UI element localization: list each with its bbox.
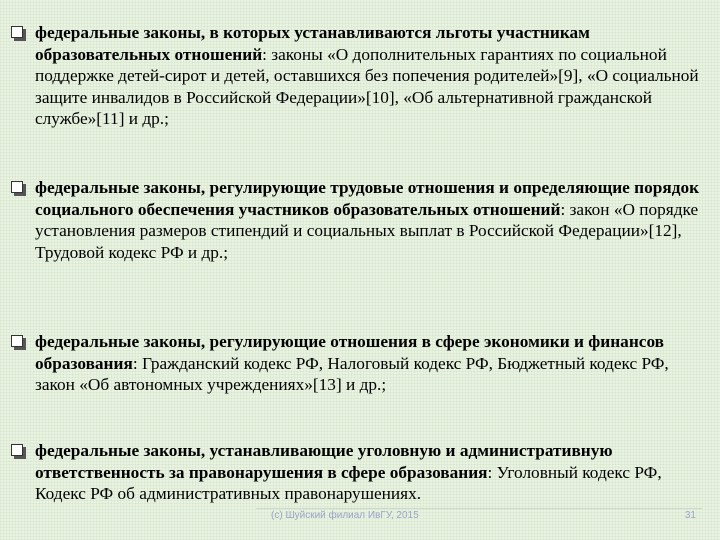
bullet-text (35, 331, 711, 396)
bullet-item-2 (11, 177, 711, 263)
bullet-item-4 (11, 440, 711, 505)
checkbox-bullet-icon (11, 444, 23, 456)
bullet-bold-text: федеральные законы, регулирующие отношения в сфере экономики и финансов образования (35, 332, 664, 373)
footer-source: (c) Шуйский филиал ИвГУ, 2015 (271, 510, 419, 521)
checkbox-bullet-icon (11, 181, 23, 193)
page-number: 31 (684, 510, 696, 521)
bullet-text (35, 440, 711, 505)
bullet-rest-text: : закон «О порядке установления размеров стипендий и социальных выплат в Российской Федерации»[12], Трудовой кодекс РФ и др.; (35, 199, 699, 262)
slide-footer (256, 508, 702, 529)
bullet-rest-text: : Уголовный кодекс РФ, Кодекс РФ об административных правонарушениях. (35, 462, 662, 503)
bullet-text (35, 22, 711, 130)
bullet-bold-text: федеральные законы, в которых устанавливаются льготы участникам образовательных отношений (35, 23, 590, 64)
bullet-item-1 (11, 22, 711, 130)
bullet-item-3 (11, 331, 711, 396)
bullet-text (35, 177, 711, 263)
checkbox-bullet-icon (11, 335, 23, 347)
checkbox-bullet-icon (11, 26, 23, 38)
bullet-bold-text: федеральные законы, устанавливающие уголовную и административную ответственность за правонарушения в сфере образования (35, 441, 613, 482)
bullet-rest-text: : Гражданский кодекс РФ, Налоговый кодекс РФ, Бюджетный кодекс РФ, закон «Об автономных учреждениях»[13] и др.; (35, 353, 669, 394)
bullet-bold-text: федеральные законы, регулирующие трудовые отношения и определяющие порядок социального обеспечения участников образовательных отношений (35, 178, 700, 219)
bullet-rest-text: : законы «О дополнительных гарантиях по социальной поддержке детей-сирот и детей, оставшихся без попечения родителей»[9], «О социальной защите инвалидов в Российской Федерации»[10], «Об альтернативной гражданской службе»[11] и др.; (35, 44, 699, 128)
